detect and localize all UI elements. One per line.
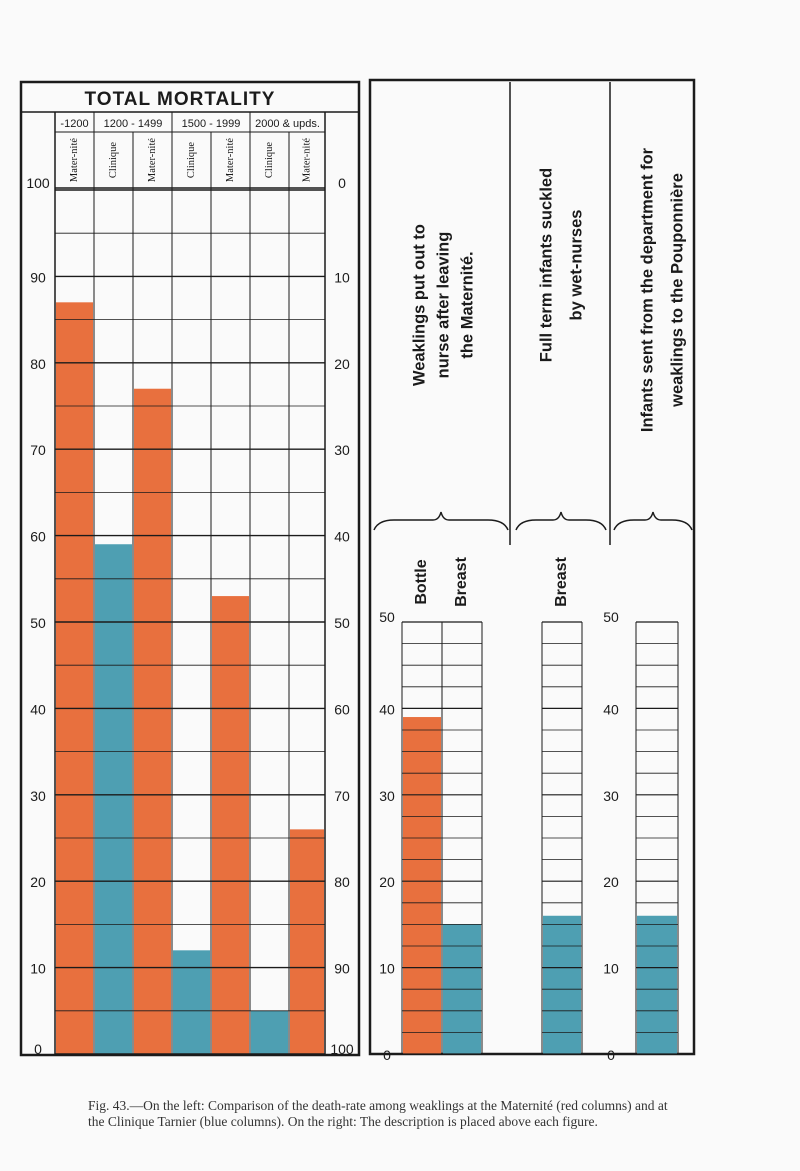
bar-maternité (134, 389, 171, 1054)
period-label: 1200 - 1499 (103, 118, 163, 130)
left-axis-tick: 10 (30, 960, 46, 977)
right-axis-tick: 10 (334, 269, 350, 286)
bar-clinique-tarnier (95, 544, 132, 1054)
category-label: Clinique (263, 141, 275, 179)
panel-title-line: weaklings to the Pouponnière (668, 173, 687, 407)
period-label: 1500 - 1999 (181, 118, 241, 130)
mini-category-label: Bottle (413, 559, 431, 605)
mini-bar (543, 916, 581, 1054)
category-label: Mater-nité (146, 137, 158, 183)
caption (88, 1098, 778, 1130)
mini-axis-tick: 10 (603, 960, 619, 977)
caption-line-2: the Clinique Tarnier (blue columns). On the right: The description is placed above each figure. (88, 1114, 598, 1129)
right-axis-tick: 90 (334, 960, 350, 977)
left-axis-tick: 80 (30, 355, 46, 372)
left-axis-tick: 90 (30, 269, 46, 286)
bar-maternité (56, 302, 93, 1054)
left-axis-tick: 100 (26, 175, 50, 191)
left-axis-tick: 20 (30, 874, 46, 891)
right-axis-tick: 50 (334, 615, 350, 631)
left-axis-tick: 0 (34, 1041, 42, 1057)
mini-axis-tick: 0 (383, 1047, 391, 1063)
category-label: Mater-nité (301, 137, 313, 183)
mini-axis-tick: 40 (603, 701, 619, 718)
right-axis-tick: 80 (334, 874, 350, 891)
mini-axis-tick: 50 (379, 609, 395, 625)
bar-maternité (290, 829, 324, 1054)
period-label: 2000 & upds. (255, 118, 320, 130)
mini-bar (637, 916, 677, 1054)
category-label: Mater-nité (224, 137, 236, 183)
left-axis-tick: 40 (30, 701, 46, 718)
left-axis-tick: 70 (30, 442, 46, 459)
left-axis-tick: 30 (30, 787, 46, 804)
panel-title-line: by wet-nurses (567, 209, 586, 321)
category-label: Mater-nité (68, 137, 80, 183)
mini-axis-tick: 0 (607, 1047, 615, 1063)
right-axis-tick: 20 (334, 355, 350, 372)
chart-title: TOTAL MORTALITY (84, 89, 276, 110)
right-axis-tick: 0 (338, 175, 346, 191)
brace (516, 512, 606, 530)
panel-title-line: nurse after leaving (434, 231, 453, 379)
bar-maternité (212, 596, 249, 1054)
brace (614, 512, 692, 530)
mini-category-label: Breast (553, 557, 571, 607)
panel-title-line: Infants sent from the department for (638, 147, 657, 433)
mini-axis-tick: 10 (379, 960, 395, 977)
mini-axis-tick: 20 (379, 874, 395, 891)
panel-title-line: the Maternité. (458, 251, 477, 359)
period-label: -1200 (60, 118, 89, 130)
mini-axis-tick: 40 (379, 701, 395, 718)
category-label: Clinique (107, 141, 119, 179)
brace (374, 512, 508, 530)
left-axis-tick: 60 (30, 528, 46, 545)
right-axis-tick: 60 (334, 701, 350, 718)
mini-category-label: Breast (453, 557, 471, 607)
bar-clinique-tarnier (251, 1011, 288, 1054)
right-axis-tick: 100 (330, 1041, 354, 1057)
panel-title-line: Full term infants suckled (537, 167, 556, 363)
bar-clinique-tarnier (173, 950, 210, 1054)
mini-axis-tick: 50 (603, 609, 619, 625)
right-axis-tick: 30 (334, 442, 350, 459)
left-axis-tick: 50 (30, 615, 46, 631)
panel-title-line: Weaklings put out to (410, 224, 429, 386)
right-axis-tick: 70 (334, 787, 350, 804)
mini-axis-tick: 20 (603, 874, 619, 891)
category-label: Clinique (185, 141, 197, 179)
mini-axis-tick: 30 (379, 787, 395, 804)
mini-bar (403, 717, 441, 1054)
right-axis-tick: 40 (334, 528, 350, 545)
caption-line-1: Fig. 43.—On the left: Comparison of the death-rate among weaklings at the Maternité (red columns) and at (88, 1098, 668, 1113)
mini-axis-tick: 30 (603, 787, 619, 804)
